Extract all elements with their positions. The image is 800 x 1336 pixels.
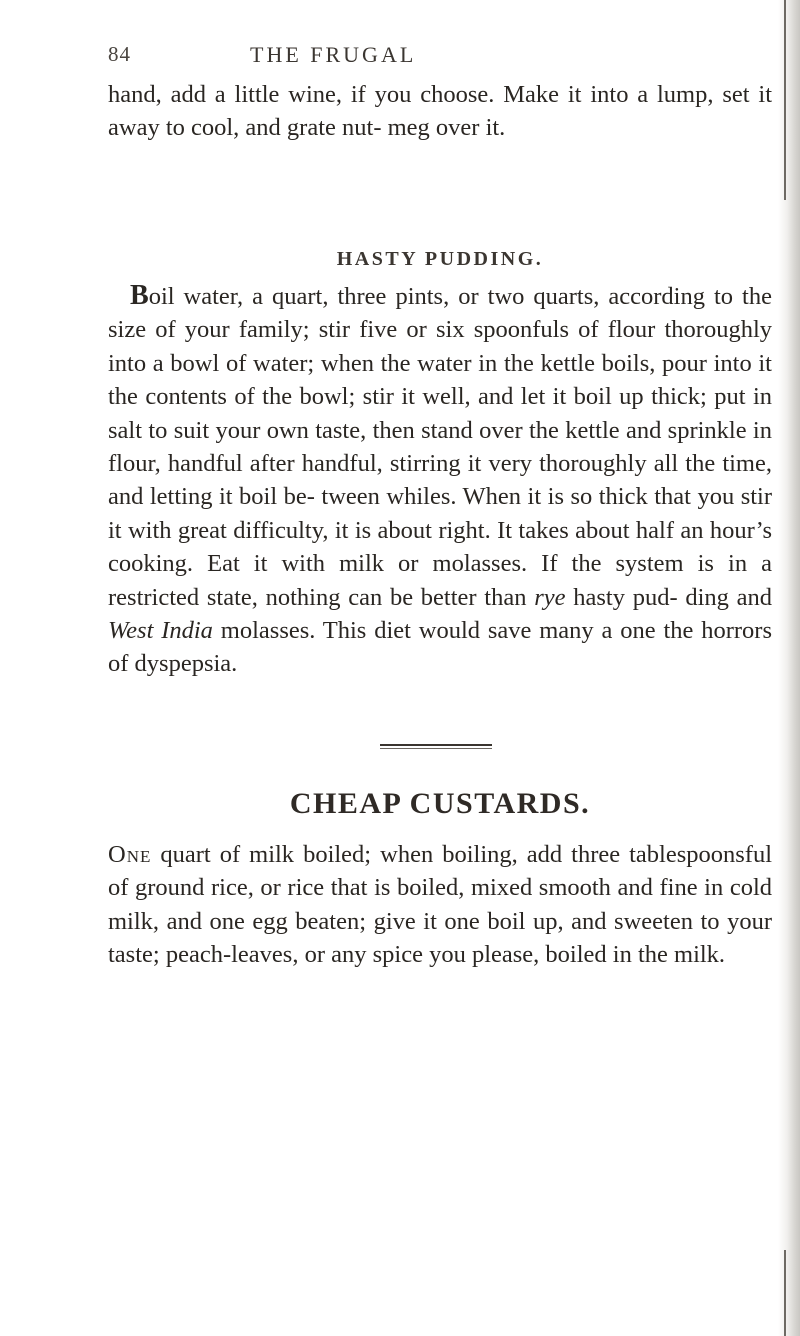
page-edge-shadow bbox=[778, 0, 800, 1336]
paragraph-text: hasty pud- ding and bbox=[573, 583, 773, 611]
cheap-custards-paragraph bbox=[108, 838, 772, 972]
page-header bbox=[108, 42, 768, 82]
hasty-pudding-paragraph bbox=[108, 279, 772, 681]
paragraph-text: quart of milk boiled; when boiling, add three tablespoonsful of ground rice, or rice that is boiled, mixed smooth and fine in cold milk, and one egg beaten; give it one boil up, and sweeten to your taste; peach-leaves, or any spice you please, boiled in the milk. bbox=[108, 841, 773, 969]
page-edge-line bbox=[784, 1250, 786, 1336]
section-heading-hasty-pudding: HASTY PUDDING. bbox=[336, 248, 544, 270]
page-number: 84 bbox=[108, 42, 131, 66]
continuation-paragraph: hand, add a little wine, if you choose. Make it into a lump, set it away to cool, and grate nut- meg over it. bbox=[108, 81, 772, 142]
section-heading-cheap-custards: CHEAP CUSTARDS. bbox=[289, 787, 591, 820]
paragraph-text: oil water, a quart, three pints, or two quarts, according to the size of your family; stir five or six spoonfuls of flour thoroughly into a bowl of water; when the water in the kettle boils, pour into it the contents of the bowl; stir it well, and let it boil up thick; put in salt to suit your own taste, then stand over the kettle and sprinkle in flour, handful after handful, stirring it very thoroughly all the time, and letting it boil be- tween whiles. When it is so thick that you stir it with great difficulty, it is about right. It takes about half an hour’s cooking. Eat it with milk or molasses. If the system is in a restricted state, nothing can be better than bbox=[108, 283, 772, 611]
page-edge-line bbox=[784, 0, 786, 200]
paragraph-text: molasses. This diet would save many a one the horrors of dyspepsia. bbox=[108, 617, 773, 678]
lead-word: One bbox=[108, 841, 152, 868]
initial-letter: B bbox=[130, 280, 149, 311]
running-head: THE FRUGAL bbox=[250, 42, 417, 67]
italic-text: rye bbox=[534, 583, 566, 611]
section-divider-rule bbox=[380, 744, 492, 749]
italic-text: West India bbox=[108, 617, 213, 645]
